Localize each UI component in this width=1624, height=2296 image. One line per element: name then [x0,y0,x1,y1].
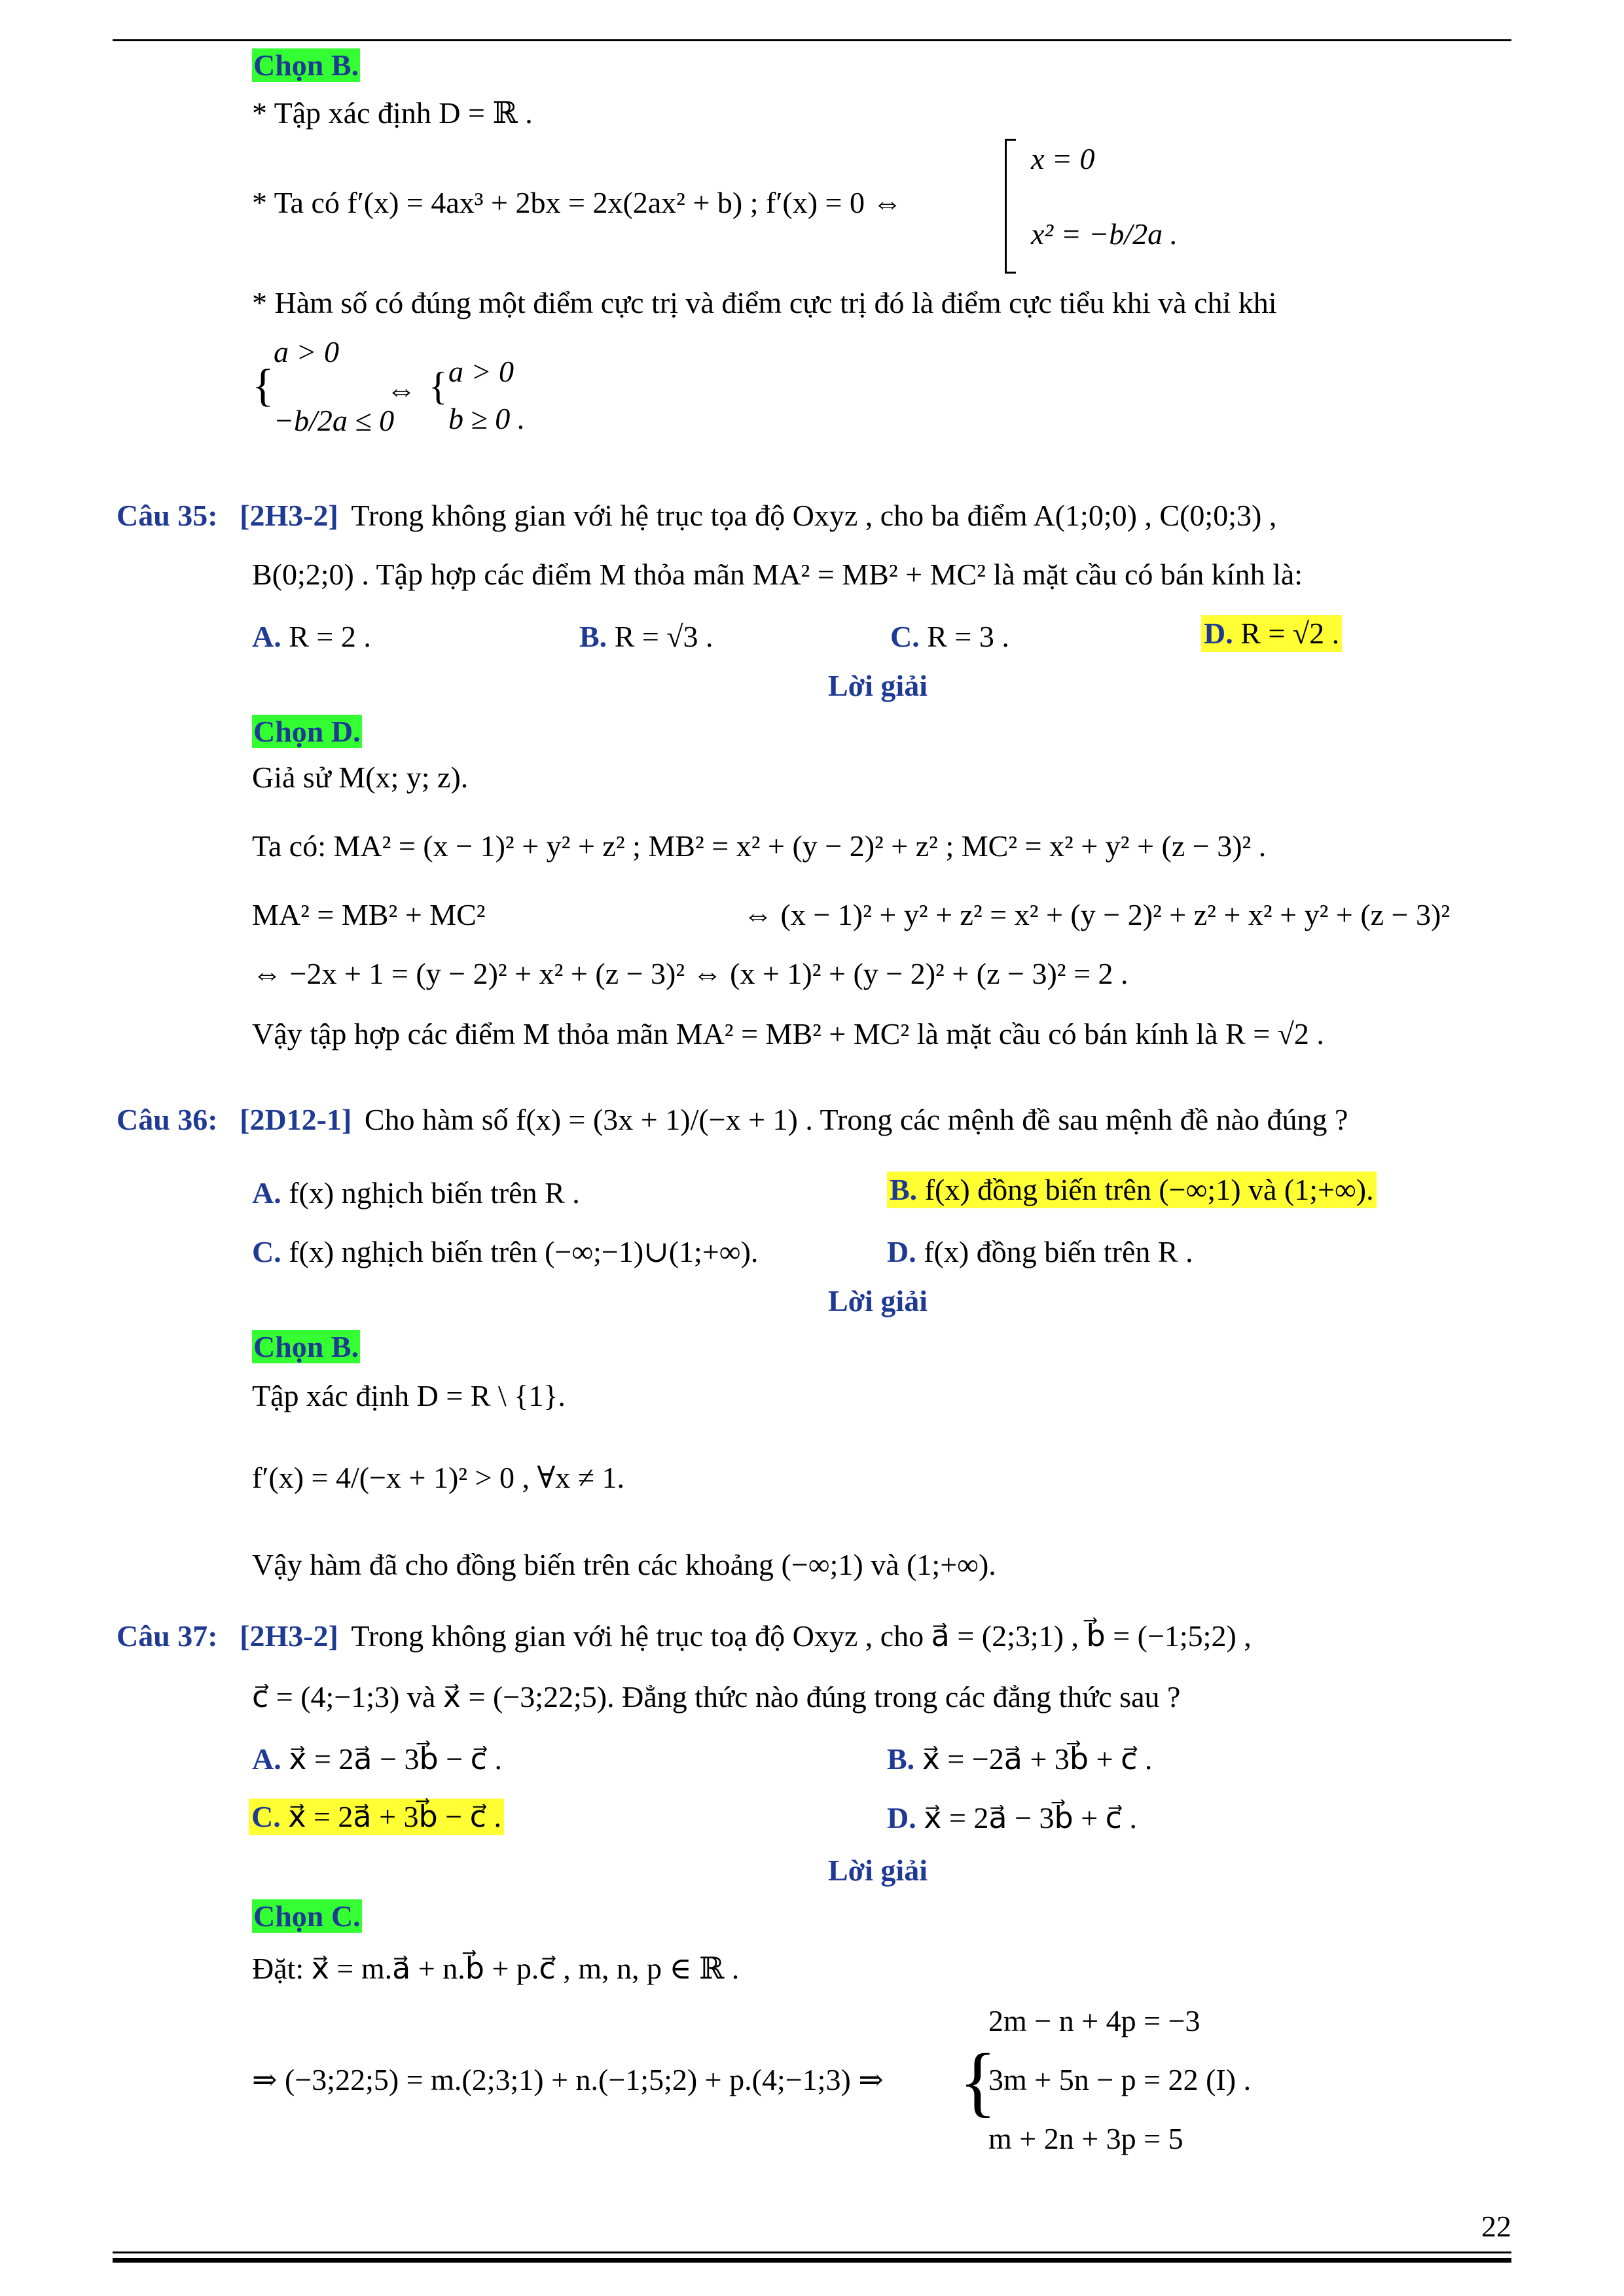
bracket [1005,139,1016,274]
answer-choice: Chọn B. [253,1330,359,1363]
system-line: 2m − n + 4p = −3 [988,2004,1200,2037]
question-text: B(0;2;0) . Tập hợp các điểm M thỏa mãn MA² = MB² + MC² là mặt cầu có bán kính là: [252,558,1303,591]
question-number: Câu 37: [117,1619,218,1653]
answer-choice: Chọn D. [253,715,361,748]
bottom-rule-thick [113,2258,1511,2263]
answer-choice: Chọn C. [253,1899,361,1933]
solution-line: ⇔ (x − 1)² + y² + z² = x² + (y − 2)² + z² + x² + y² + (z − 3)² [743,898,1451,931]
system-line: a > 0 [448,355,514,388]
solution-line: Ta có: MA² = (x − 1)² + y² + z² ; MB² = x² + (y − 2)² + z² ; MC² = x² + y² + (z − 3)² . [252,829,1267,863]
solution-heading: Lời giải [828,1284,928,1318]
system-line: m + 2n + 3p = 5 [988,2122,1183,2155]
option-c: C. R = 3 . [890,620,1009,653]
system-line: b ≥ 0 . [448,402,526,435]
option-d-correct: D. R = √2 . [1201,615,1342,652]
answer-choice: Chọn B. [253,48,359,82]
solution-line: Vậy hàm đã cho đồng biến trên các khoảng (−∞;1) và (1;+∞). [252,1548,996,1581]
solution-line: Đặt: x⃗ = m.a⃗ + n.b⃗ + p.c⃗ , m, n, p ∈ ℝ . [252,1952,740,1985]
solution-line: Giả sử M(x; y; z). [252,761,469,794]
brace: { [429,365,448,408]
question-number: Câu 35: [117,499,218,532]
solution-line: * Tập xác định D = ℝ . [252,96,533,130]
option-d: D. x⃗ = 2a⃗ − 3b⃗ + c⃗ . [887,1801,1137,1835]
question-36-header [117,1102,1348,1138]
solution-heading: Lời giải [828,1854,928,1887]
system-line: 3m + 5n − p = 22 (I) . [988,2063,1252,2096]
solution-heading: Lời giải [828,669,928,702]
bottom-rule [113,2251,1511,2253]
option-d: D. f(x) đồng biến trên R . [887,1235,1193,1268]
solution-line: * Hàm số có đúng một điểm cực trị và điểm cực trị đó là điểm cực tiểu khi và chỉ khi [252,286,1277,319]
question-37-header [117,1618,1252,1655]
question-35-header [117,497,1276,534]
option-a: A. f(x) nghịch biến trên R . [252,1176,580,1210]
option-b: B. R = √3 . [579,620,713,653]
brace: { [252,361,274,411]
top-rule [113,39,1511,41]
system-line: −b/2a ≤ 0 [274,404,395,437]
option-b-correct: B. f(x) đồng biến trên (−∞;1) và (1;+∞). [887,1172,1377,1208]
question-tag: [2D12-1] [240,1103,352,1136]
option-a: A. x⃗ = 2a⃗ − 3b⃗ − c⃗ . [252,1742,502,1776]
option-a: A. R = 2 . [252,620,371,653]
system-line: a > 0 [274,335,340,368]
question-tag: [2H3-2] [240,499,338,532]
option-b: B. x⃗ = −2a⃗ + 3b⃗ + c⃗ . [887,1742,1153,1776]
question-text: Trong không gian với hệ trục toạ độ Oxyz , cho a⃗ = (2;3;1) , b⃗ = (−1;5;2) , [351,1619,1252,1653]
solution-line: * Ta có f′(x) = 4ax³ + 2bx = 2x(2ax² + b) ; f′(x) = 0 ⇔ [252,186,903,219]
option-c: C. f(x) nghịch biến trên (−∞;−1)∪(1;+∞). [252,1235,759,1268]
solution-line: ⇒ (−3;22;5) = m.(2;3;1) + n.(−1;5;2) + p.(4;−1;3) ⇒ [252,2063,884,2096]
question-text: c⃗ = (4;−1;3) và x⃗ = (−3;22;5). Đẳng thức nào đúng trong các đẳng thức sau ? [252,1680,1181,1713]
page-number: 22 [1481,2210,1511,2243]
solution-line: f′(x) = 4/(−x + 1)² > 0 , ∀x ≠ 1. [252,1461,625,1494]
equivalence: ⇔ [386,373,416,406]
question-tag: [2H3-2] [240,1619,338,1653]
solution-line: MA² = MB² + MC² [252,898,486,931]
question-text: Cho hàm số f(x) = (3x + 1)/(−x + 1) . Trong các mệnh đề sau mệnh đề nào đúng ? [364,1103,1348,1136]
brace: { [959,2037,997,2125]
option-c-correct: C. x⃗ = 2a⃗ + 3b⃗ − c⃗ . [249,1799,504,1835]
question-text: Trong không gian với hệ trục tọa độ Oxyz , cho ba điểm A(1;0;0) , C(0;0;3) , [351,499,1277,532]
system-line: x = 0 [1031,142,1095,175]
solution-line: Tập xác định D = R \ {1}. [252,1379,566,1412]
solution-line: Vậy tập hợp các điểm M thỏa mãn MA² = MB² + MC² là mặt cầu có bán kính là R = √2 . [252,1017,1324,1050]
question-number: Câu 36: [117,1103,218,1136]
system-line: x² = −b/2a . [1031,217,1178,251]
solution-line: ⇔ −2x + 1 = (y − 2)² + x² + (z − 3)² ⇔ (x + 1)² + (y − 2)² + (z − 3)² = 2 . [252,957,1128,990]
